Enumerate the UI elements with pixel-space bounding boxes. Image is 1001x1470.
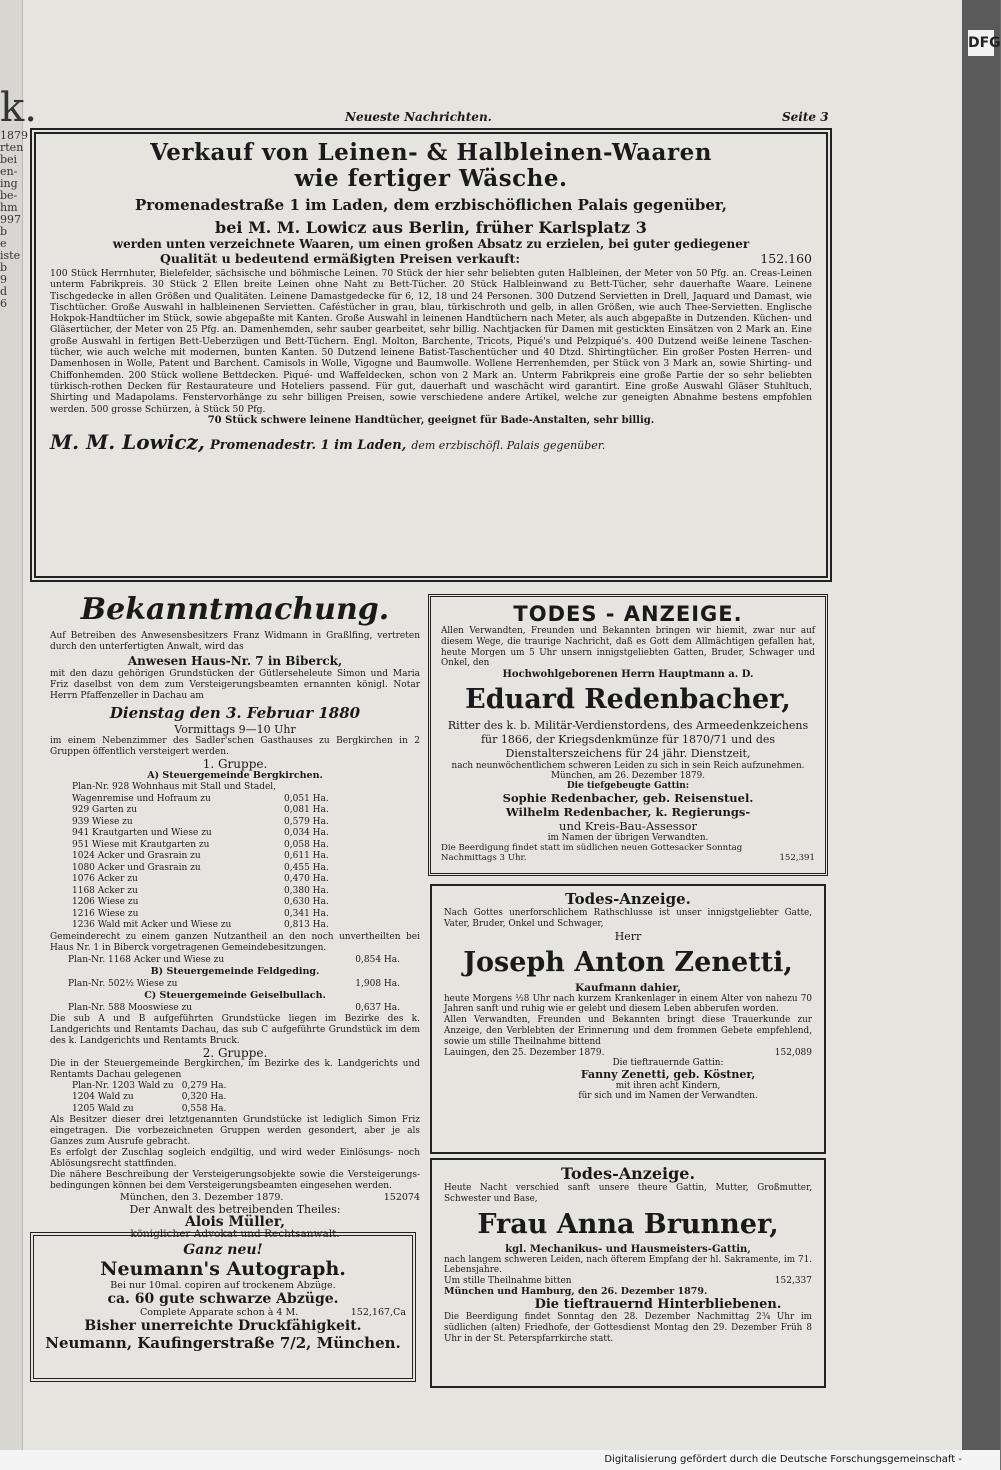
parcel-area: 0,341 Ha. [284,908,329,919]
parcel-desc: 1205 Wald zu [72,1103,134,1114]
bek-r3a: Plan-Nr. 588 Mooswiese zu [68,1002,193,1013]
gutter-fragment: b [0,261,8,274]
parcel-desc: 1024 Acker und Grasrain zu [72,851,201,861]
table-row [68,782,333,794]
gutter-fragment: k. [0,85,37,131]
table-row [68,863,333,875]
neu-l3: Bei nur 10mal. copiren auf trockenem Abzüge. [110,1280,336,1291]
t1-p5: München, am 26. Dezember 1879. [550,771,706,782]
gutter-fragment: d [0,285,8,298]
t1-p7: Die Beerdigung findet statt im südlichen neuen Gottesacker Sonntag Nachmittags 3 Uhr. [441,843,743,864]
t3-sub: kgl. Mechanikus- und Hausmeisters-Gattin, [505,1243,751,1255]
ad-body: 100 Stück Herrnhuter, Bielefelder, sächsische und böhmische Leinen. 70 Stück der hier sehr beliebten guten Halbleinen, der Meter von 50 Pfg. an. Creas-Leinen unterm Fabrikpreis. 30 Stück 2 Ellen breite Leinen ohne Naht zu Bett-Tücher. 20 Stück Halbleinwand zu Bett-Tücher, sehr dauerhafte Waare. Leinene Tischgedecke in allen Größen und Qualitäten. Leinene Damastgedecke für 6, 12, 18 und 24 Personen. 300 Dutzend Servietten in Drell, Jaquard und Damast, wie Tischtücher. Große Auswahl in halbleinenen Servietten. Caféstücher in grau, blau, türkischroth und gelb, in allen Größen, wie auch Thee-Servietten. Englische Hokpok-Handtücher im Stück, sowie abgepaßte mit Kanten. Große Auswahl in leinenen Handtüchern nach Meter, als auch abgepaßte in Dutzenden. Küchen- und Gläsertücher, der Meter von 25 Pfg. an. Damenhemden, sehr sauber gearbeitet, sehr billig. Nachtjacken für Damen mit gestickten Einsätzen von 2 Mark an. Eine große Auswahl in fertigen Bett-Ueberzügen und Bett-Tüchern. Engl. Molton, Barchente, Tricots, Piqué's und Pelzpiqué's. 400 Dutzend weiße leinene Taschen-tücher, wie auch welche mit modernen, bunten Kanten. 50 Dutzend leinene Batist-Taschentücher und 40 Dtzd. Shirtingtücher. Ein großer Posten Herren- und Damenhosen in Wolle, Patent und Barchent. Camisols in Wolle, Vigogne und Baumwolle. Wollene Herrenhemden, per Stück von 3 Mark an, sowie Shirting- und Chiffonhemden. 200 Stück wollene Bettdecken. Piqué- und Waffeldecken, schon von 2 Mark an. Unterm Fabrikpreis eine große Partie der so sehr beliebten türkisch-rothen Decken für Restaurateure und Hoteliers passend. Für gut, dauerhaft und waschächt wird garantirt. Eine große Auswahl Gläser Stuhltuch, Shirting und Madapolams. Fenstervorhänge zu sehr billigen Preisen, sowie verschiedene andere Artikel, welche zur geneigten Abnahme bestens empfohlen werden. 500 grosse Schürzen, à Stück 50 Pfg. [50,268,812,415]
bek-sig3: königlicher Advokat und Rechtsanwalt. [130,1228,340,1240]
gutter-fragment: e [0,237,7,250]
bek-r3b: 0,637 Ha. [355,1002,400,1013]
ad-footer-tail: dem erzbischöfl. Palais gegenüber. [411,438,606,452]
bek-p1: Auf Betreiben des Anwesensbesitzers Franz Widmann in Graßlfing, vertreten durch den unterfertigten Anwalt, wird das [50,631,420,652]
t2-ref: 152,089 [774,1047,812,1058]
running-title: Neueste Nachrichten. [345,110,492,124]
neu-l7: Neumann, Kaufingerstraße 7/2, München. [45,1334,401,1352]
bek-g1: 1. Gruppe. [202,757,268,771]
t3-title: Todes-Anzeige. [560,1164,696,1183]
parcel-desc: 1168 Acker zu [72,885,138,896]
table-row [68,851,333,863]
bek-p7: Die in der Steuergemeinde Bergkirchen, im Bezirke des k. Landgerichts und Rentamts Dachau gelegenen [50,1058,420,1080]
bek-date: Dienstag den 3. Februar 1880 [109,704,361,722]
t1-name: Eduard Redenbacher, [465,684,791,716]
bek-r1a: Plan-Nr. 1168 Acker und Wiese zu [68,954,225,965]
bek-ref: 152074 [383,1192,420,1203]
neu-l5: Complete Apparate schon à 4 M. [140,1307,299,1318]
parcel-area: 0,058 Ha. [284,839,329,850]
parcel-table [68,782,333,932]
t2-p1: Nach Gottes unerforschlichem Rathschlusse ist unser innigstgeliebter Gatte, Vater, Bruder, Onkel und Schwager, [444,908,812,929]
ad-footer-name: M. M. Lowicz, [50,429,205,454]
gutter-fragment: 9 [0,273,7,286]
book-edge [962,0,1000,1450]
t3-ref: 152,337 [774,1276,812,1287]
bek-g2: 2. Gruppe. [202,1045,268,1060]
gutter-fragment: b [0,225,8,238]
gutter-fragment: be- [0,189,18,202]
bek-sig1: Der Anwalt des betreibenden Theiles: [129,1203,341,1216]
parcel-area: 0,558 Ha. [181,1103,227,1114]
neu-l1: Ganz neu! [183,1242,263,1258]
parcel-desc: 951 Wiese mit Krautgarten zu [72,839,210,850]
t1-s4: im Namen der übrigen Verwandten. [547,833,709,844]
parcel-desc: Wagenremise und Hofraum zu [72,793,211,804]
t2-herr: Herr [614,929,642,943]
bek-sig2: Alois Müller, [184,1214,286,1230]
parcel-desc: 929 Garten zu [72,805,138,815]
t2-name: Joseph Anton Zenetti, [463,946,793,978]
gutter-fragment: 6 [0,297,7,310]
bek-p8: Als Besitzer dieser drei letztgenannten Grundstücke ist lediglich Simon Friz eingetragen. Die vorbezeichneten Gruppen werden gesondert, aber je als Ganzes zum Ausrufe gebracht. [50,1115,420,1147]
neu-l4: ca. 60 gute schwarze Abzüge. [107,1291,339,1307]
parcel-area: 0,813 Ha. [284,920,329,930]
bek-p2: Anwesen Haus-Nr. 7 in Biberck, [127,654,343,668]
ad-footer-addr: Promenadestr. 1 im Laden, [209,437,407,453]
table-row [68,897,333,909]
parcel-area: 0,630 Ha. [284,897,329,907]
table-row [68,886,333,898]
bek-p10: Die nähere Beschreibung der Versteigerungsobjekte sowie die Versteigerungs-bedingungen können bei dem Versteigerungsbeamten eingesehen werden. [50,1170,420,1191]
bekanntmachung [50,592,420,1240]
left-page-edge [0,0,37,1450]
gutter-fragment: hm [0,201,18,214]
parcel-desc: 1076 Acker zu [72,874,138,884]
table-row [68,805,333,817]
t3-p2: nach langem schweren Leiden, nach öfterem Empfang der hl. Sakramente, im 71. Lebensjahre. [444,1254,812,1276]
bek-r1b: 0,854 Ha. [355,954,400,965]
digitization-footer [0,1450,1000,1470]
table-row [68,1081,230,1093]
table-row [68,1104,230,1116]
t1-p2: Hochwohlgeborenen Herrn Hauptmann a. D. [502,669,754,681]
parcel-area: 0,380 Ha. [284,885,329,896]
page-number: Seite 3 [782,110,829,124]
table-row [68,840,333,852]
t3-sig: Die tieftrauernd Hinterbliebenen. [534,1297,782,1313]
t3-p1: Heute Nacht verschied sanft unsere theure Gattin, Mutter, Großmutter, Schwester und Base, [444,1183,812,1204]
t2-s2: mit ihren acht Kindern, [615,1080,721,1091]
bek-time: Vormittags 9—10 Uhr [174,723,296,736]
ad-intro: werden unten verzeichnete Waaren, um einen großen Absatz zu erzielen, bei guter gediegener [112,237,750,251]
gutter-fragment: iste [0,249,21,262]
t2-sub: Kaufmann dahier, [575,981,681,994]
table-row [68,1092,230,1104]
parcel-desc: 1236 Wald mit Acker und Wiese zu [72,920,232,930]
t2-s3: für sich und im Namen der Verwandten. [578,1090,758,1101]
parcel-area: 0,320 Ha. [181,1092,227,1102]
table-row [68,817,333,829]
bek-g1c: C) Steuergemeinde Geiselbullach. [144,989,326,1001]
t2-s1: Fanny Zenetti, geb. Köstner, [580,1067,756,1081]
neu-l2: Neumann's Autograph. [100,1258,346,1280]
parcel-area: 0,081 Ha. [284,805,329,815]
bek-g1a: A) Steuergemeinde Bergkirchen. [147,770,323,781]
ad-neumann [30,1232,416,1382]
gutter-fragment: ing [0,177,18,190]
ad-address: Promenadestraße 1 im Laden, dem erzbischöflichen Palais gegenüber, [135,196,727,214]
bek-p5: Gemeinderecht zu einem ganzen Nutzantheil an den noch unvertheilten bei Haus Nr. 1 in Biberck vorgetragenen Gemeindebesitzungen. [50,931,420,953]
parcel-desc: 1216 Wiese zu [72,908,139,919]
parcel-area: 0,611 Ha. [284,851,329,861]
t2-s0: Die tieftrauernde Gattin: [612,1057,724,1068]
t1-p4: nach neunwöchentlichem schweren Leiden zu sich in sein Reich aufzunehmen. [451,761,805,772]
gutter-fragment: en- [0,165,18,178]
bek-place: München, den 3. Dezember 1879. [120,1192,284,1203]
t2-place: Lauingen, den 25. Dezember 1879. [444,1047,605,1058]
todes-anzeige-zenetti [430,884,826,1154]
table-row [68,794,333,806]
parcel-desc: 1206 Wiese zu [72,897,139,907]
parcel-area: 0,279 Ha. [181,1080,227,1091]
table-row [68,920,333,932]
parcel-area: 0,579 Ha. [284,816,329,827]
ad-lowicz [30,128,832,582]
ad-seller: bei M. M. Lowicz aus Berlin, früher Karlsplatz 3 [215,218,647,237]
t2-p2: heute Morgens ½8 Uhr nach kurzem Krankenlager in einem Alter von nahezu 70 Jahren sanft und ruhig wie er gelebt und diesem Leben abberufen worden. [444,993,812,1015]
parcel-table-2 [68,1081,230,1116]
ad-title-line1: Verkauf von Leinen- & Halbleinen-Waaren [150,139,712,166]
parcel-area: 0,455 Ha. [284,862,329,873]
t3-place: München und Hamburg, den 26. Dezember 1879. [444,1286,708,1298]
t3-p4: Die Beerdigung findet Sonntag den 28. Dezember Nachmittag 2¾ Uhr im südlichen (alten) Friedhofe, der Gottesdienst Montag den 29. Dezember Früh 8 Uhr in der St. Peterspfarrkirche statt. [444,1312,812,1344]
t1-s3: und Kreis-Bau-Assessor [559,819,697,834]
bek-r2b: 1,908 Ha. [355,978,400,989]
parcel-area: 0,051 Ha. [284,793,329,804]
t1-s1: Sophie Redenbacher, geb. Reisenstuel. [502,791,754,806]
t2-p3: Allen Verwandten, Freunden und Bekannten bringt diese Trauerkunde zur Anzeige, den Verblebten der Erinnerung und dem frommen Gebete empfehlend, sowie um stille Theilnahme bittend [444,1015,812,1047]
ad-intro2: Qualität u bedeutend ermäßigten Preisen verkauft: [160,251,520,266]
table-row [68,828,333,840]
ad-title-line2: wie fertiger Wäsche. [294,165,568,192]
footer-text: Digitalisierung gefördert durch die Deutsche Forschungsgemeinschaft - [604,1454,962,1465]
t3-p3: Um stille Theilnahme bitten [444,1276,572,1287]
parcel-desc: 1204 Wald zu [72,1092,134,1102]
neu-ref: 152,167,Ca [350,1307,406,1318]
t2-title: Todes-Anzeige. [565,890,691,908]
neu-l6: Bisher unerreichte Druckfähigkeit. [84,1318,362,1334]
t1-p6: Die tiefgebeugte Gattin: [566,781,690,792]
bek-r2a: Plan-Nr. 502½ Wiese zu [68,978,178,989]
t1-p1: Allen Verwandten, Freunden und Bekannten bringen wir hiemit, zwar nur auf diesem Wege, die traurige Nachricht, daß es Gott dem Allmächtigen gefallen hat, heute Morgen um 5 Uhr unsern innigstgeliebten Gatten, Bruder, Schwager und Onkel, den [441,626,815,669]
bek-g1b: B) Steuergemeinde Feldgeding. [150,965,320,977]
parcel-desc: Plan-Nr. 1203 Wald zu [72,1080,174,1091]
t1-ref: 152,391 [779,853,815,864]
bek-p9: Es erfolgt der Zuschlag sogleich endgiltig, und wird weder Einlösungs- noch Ablösungsrecht stattfinden. [50,1148,420,1169]
todes-anzeige-redenbacher [428,594,828,876]
gutter-fragment: bei [0,153,18,166]
todes-anzeige-brunner [430,1158,826,1388]
dfg-icon: DFG [968,30,994,56]
table-row [68,874,333,886]
gutter-fragment: rten [0,141,24,154]
parcel-desc: 939 Wiese zu [72,816,133,827]
table-row [68,909,333,921]
parcel-area: 0,034 Ha. [284,828,329,838]
ad-ref: 152.160 [760,251,812,266]
ad-last-line: 70 Stück schwere leinene Handtücher, geeignet für Bade-Anstalten, sehr billig. [207,414,655,426]
parcel-desc: Plan-Nr. 928 Wohnhaus mit Stall und Stadel, [72,782,277,792]
t1-title: TODES - ANZEIGE. [513,602,743,626]
gutter-fragment: 997 [0,213,21,226]
parcel-area: 0,470 Ha. [284,874,329,884]
bek-p4: im einem Nebenzimmer des Sadler'schen Gasthauses zu Bergkirchen in 2 Gruppen öffentlich versteigert werden. [50,736,420,757]
bek-title: Bekanntmachung. [80,592,390,627]
bek-p6: Die sub A und B aufgeführten Grundstücke liegen im Bezirke des k. Landgerichts und Rentamts Dachau, das sub C aufgeführte Grundstück im dem des k. Landgerichts und Rentamts Bruck. [50,1013,420,1046]
parcel-desc: 1080 Acker und Grasrain zu [72,862,201,873]
gutter-fragment: 1879 [0,129,28,142]
parcel-area [280,782,333,794]
t3-name: Frau Anna Brunner, [477,1208,779,1240]
parcel-desc: 941 Krautgarten und Wiese zu [72,828,212,838]
t1-s2: Wilhelm Redenbacher, k. Regierungs- [505,805,751,820]
t1-p3: Ritter des k. b. Militär-Verdienstordens, des Armeedenkzeichens für 1866, der Kriegsdenkmünze für 1870/71 und des Dienstalterszeichens für 24 jähr. Dienstzeit, [447,719,809,761]
bek-p3: mit den dazu gehörigen Grundstücken der Gütlerseheleute Simon und Maria Friz daselbst von dem zum Versteigerungsbeamten ernannten königl. Notar Herrn Pfaffenzeller in Dachau am [50,669,420,701]
